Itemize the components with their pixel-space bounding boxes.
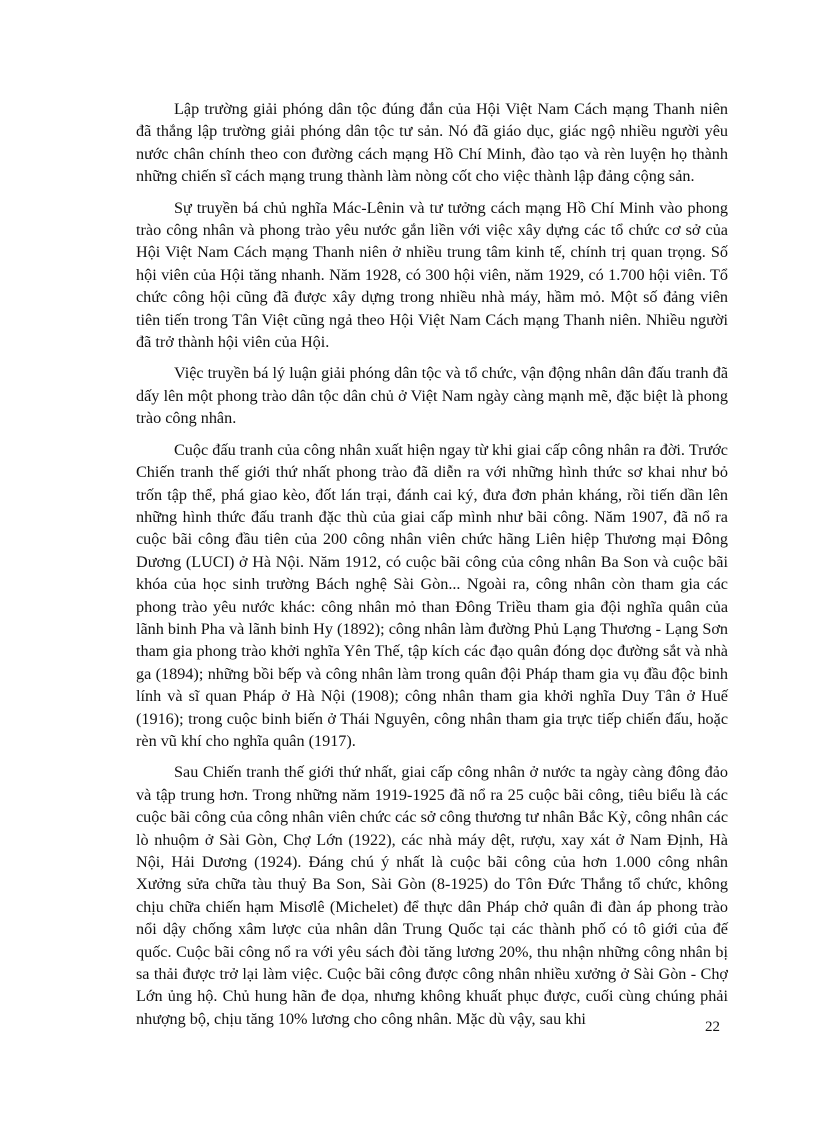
page-number: 22 <box>705 1019 720 1035</box>
paragraph-4: Cuộc đấu tranh của công nhân xuất hiện ngay từ khi giai cấp công nhân ra đời. Trước Chiến tranh thế giới thứ nhất phong trào đã diễn ra với những hình thức sơ khai như bỏ trốn tập thể, phá giao kèo, đốt lán trại, đánh cai ký, đưa đơn phản kháng, rồi tiến dần lên những hình thức đấu tranh đặc thù của giai cấp mình như bãi công. Năm 1907, đã nổ ra cuộc bãi công đầu tiên của 200 công nhân viên chức hãng Liên hiệp Thương mại Đông Dương (LUCI) ở Hà Nội. Năm 1912, có cuộc bãi công của công nhân Ba Son và cuộc bãi khóa của học sinh trường Bách nghệ Sài Gòn... Ngoài ra, công nhân còn tham gia các phong trào yêu nước khác: công nhân mỏ than Đông Triều tham gia đội nghĩa quân của lãnh binh Pha và lãnh binh Hy (1892); công nhân làm đường Phủ Lạng Thương - Lạng Sơn tham gia phong trào khởi nghĩa Yên Thế, tập kích các đạo quân đóng dọc đường sắt và nhà ga (1894); những bồi bếp và công nhân làm trong quân đội Pháp tham gia vụ đầu độc binh lính và sĩ quan Pháp ở Hà Nội (1908); công nhân tham gia khởi nghĩa Duy Tân ở Huế (1916); trong cuộc binh biến ở Thái Nguyên, công nhân tham gia trực tiếp chiến đấu, hoặc rèn vũ khí cho nghĩa quân (1917). <box>136 440 728 750</box>
paragraph-3: Việc truyền bá lý luận giải phóng dân tộc và tổ chức, vận động nhân dân đấu tranh đã dấy lên một phong trào dân tộc dân chủ ở Việt Nam ngày càng mạnh mẽ, đặc biệt là phong trào công nhân. <box>136 364 728 428</box>
paragraph-5: Sau Chiến tranh thế giới thứ nhất, giai cấp công nhân ở nước ta ngày càng đông đảo và tập trung hơn. Trong những năm 1919-1925 đã nổ ra 25 cuộc bãi công, tiêu biểu là các cuộc bãi công của công nhân viên chức các sở công thương tư nhân Bắc Kỳ, công nhân các lò nhuộm ở Sài Gòn, Chợ Lớn (1922), các nhà máy dệt, rượu, xay xát ở Nam Định, Hà Nội, Hải Dương (1924). Đáng chú ý nhất là cuộc bãi công của hơn 1.000 công nhân Xưởng sửa chữa tàu thuỷ Ba Son, Sài Gòn (8-1925) do Tôn Đức Thắng tổ chức, không chịu chữa chiến hạm Misơlê (Michelet) để thực dân Pháp chở quân đi đàn áp phong trào nổi dậy chống xâm lược của nhân dân Trung Quốc tại các thành phố có tô giới của đế quốc. Cuộc bãi công nổ ra với yêu sách đòi tăng lương 20%, thu nhận những công nhân bị sa thải được trở lại làm việc. Cuộc bãi công được công nhân nhiều xưởng ở Sài Gòn - Chợ Lớn ủng hộ. Chủ hung hãn đe dọa, nhưng không khuất phục được, cuối cùng chúng phải nhượng bộ, chịu tăng 10% lương cho công nhân. Mặc dù vậy, sau khi <box>136 763 728 1028</box>
paragraph-2: Sự truyền bá chủ nghĩa Mác-Lênin và tư tưởng cách mạng Hồ Chí Minh vào phong trào công nhân và phong trào yêu nước gắn liền với việc xây dựng các tổ chức cơ sở của Hội Việt Nam Cách mạng Thanh niên ở nhiều trung tâm kinh tế, chính trị quan trọng. Số hội viên của Hội tăng nhanh. Năm 1928, có 300 hội viên, năm 1929, có 1.700 hội viên. Tổ chức công hội cũng đã được xây dựng trong nhiều nhà máy, hầm mỏ. Một số đảng viên tiên tiến trong Tân Việt cũng ngả theo Hội Việt Nam Cách mạng Thanh niên. Nhiều người đã trở thành hội viên của Hội. <box>136 198 728 352</box>
paragraph-1: Lập trường giải phóng dân tộc đúng đắn của Hội Việt Nam Cách mạng Thanh niên đã thắng lập trường giải phóng dân tộc tư sản. Nó đã giáo dục, giác ngộ nhiều người yêu nước chân chính theo con đường cách mạng Hồ Chí Minh, đào tạo và rèn luyện họ thành những chiến sĩ cách mạng trung thành làm nòng cốt cho việc thành lập đảng cộng sản. <box>136 100 728 186</box>
body-text <box>136 98 728 1039</box>
